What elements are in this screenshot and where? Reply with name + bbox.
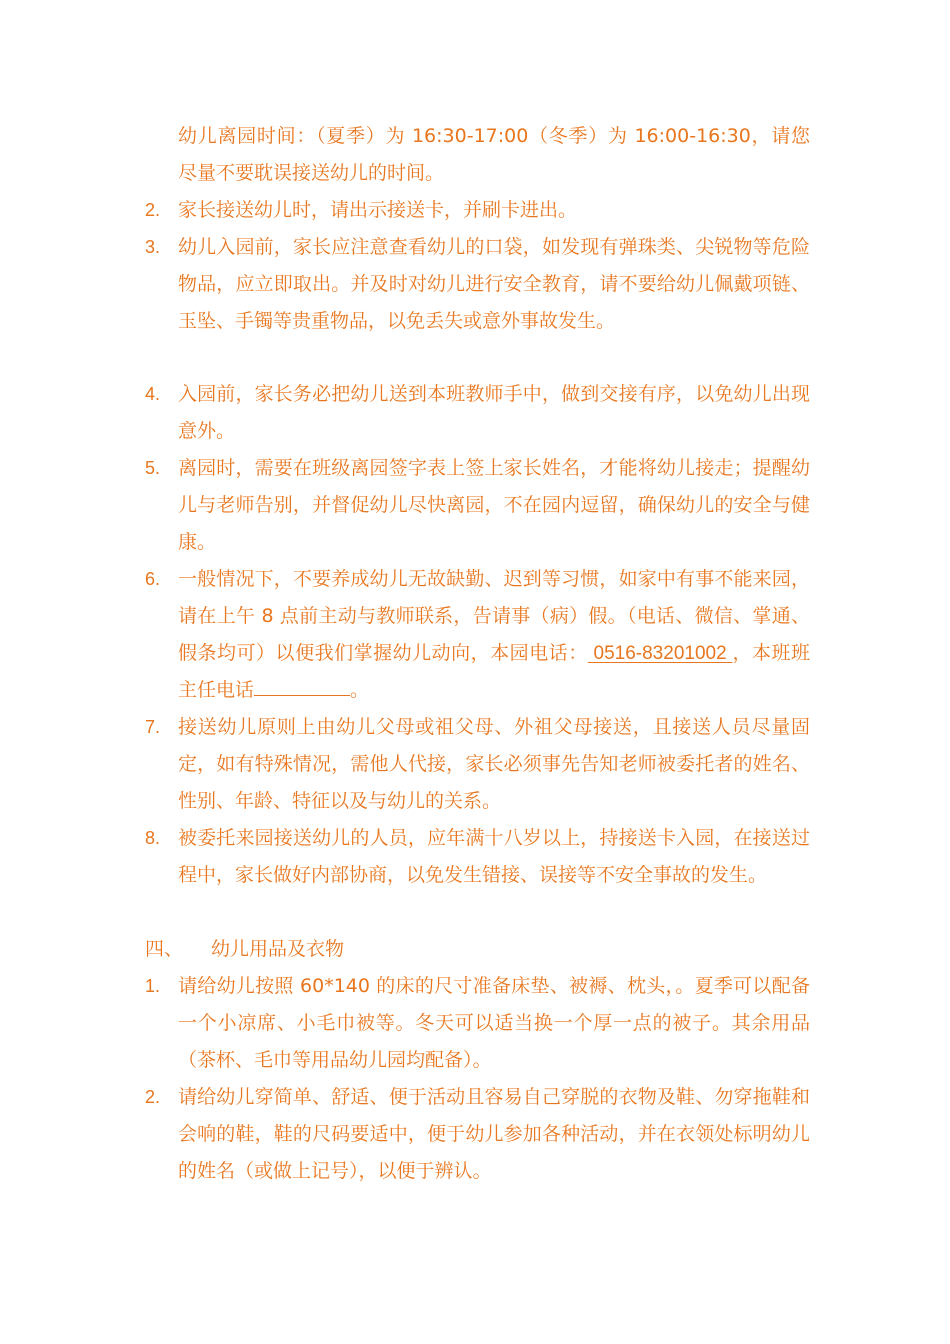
list-item-number: 1. xyxy=(145,976,161,996)
teacher-phone-blank xyxy=(254,673,350,696)
list-item-text xyxy=(178,561,810,709)
list-item-text: 家长接送幼儿时，请出示接送卡，并刷卡进出。 xyxy=(178,199,578,221)
list-item-number: 8. xyxy=(145,828,161,848)
list-item-number: 5. xyxy=(145,458,161,478)
list-item xyxy=(145,1079,810,1190)
list-item xyxy=(145,968,810,1079)
section-title: 幼儿用品及衣物 xyxy=(211,938,345,960)
section-number: 四、 xyxy=(145,938,184,960)
intro-paragraph xyxy=(145,118,810,192)
list-item-text: 请给幼儿穿简单、舒适、便于活动且容易自己穿脱的衣物及鞋、勿穿拖鞋和会响的鞋，鞋的尺码要适中，便于幼儿参加各种活动，并在衣领处标明幼儿的姓名（或做上记号），以便于辨认。 xyxy=(178,1086,810,1182)
list-item-contact xyxy=(145,561,810,709)
list-item-text: 请给幼儿按照 60*140 的床的尺寸准备床垫、被褥、枕头，。夏季可以配备一个小凉席、小毛巾被等。冬天可以适当换一个厚一点的被子。其余用品（茶杯、毛巾等用品幼儿园均配备）。 xyxy=(178,975,810,1071)
list-item xyxy=(145,450,810,561)
kindergarten-phone: 0516-83201002 xyxy=(587,643,733,664)
list-item-text: 入园前，家长务必把幼儿送到本班教师手中，做到交接有序，以免幼儿出现意外。 xyxy=(178,383,810,442)
list-item xyxy=(145,709,810,820)
list-item xyxy=(145,192,810,229)
list-item-text: 接送幼儿原则上由幼儿父母或祖父母、外祖父母接送，且接送人员尽量固定，如有特殊情况，需他人代接，家长必须事先告知老师被委托者的姓名、性别、年龄、特征以及与幼儿的关系。 xyxy=(178,716,810,812)
list-item-text: 离园时，需要在班级离园签字表上签上家长姓名，才能将幼儿接走；提醒幼儿与老师告别，并督促幼儿尽快离园，不在园内逗留，确保幼儿的安全与健康。 xyxy=(178,457,810,553)
contact-text-after: 。 xyxy=(350,679,370,701)
list-item-number: 3. xyxy=(145,237,161,257)
list-item-number: 4. xyxy=(145,384,161,404)
intro-text: 幼儿离园时间：（夏季）为 16:30-17:00（冬季）为 16:00-16:30，请您尽量不要耽误接送幼儿的时间。 xyxy=(178,125,810,184)
list-item xyxy=(145,820,810,894)
contact-text-middle: ，本班班主任电话 xyxy=(178,642,810,701)
list-item xyxy=(145,376,810,450)
list-item xyxy=(145,229,810,340)
contact-text-before: 一般情况下，不要养成幼儿无故缺勤、迟到等习惯，如家中有事不能来园，请在上午 8 点前主动与教师联系，告请事（病）假。（电话、微信、掌通、假条均可）以便我们掌握幼儿动向，本园电话： xyxy=(178,568,810,664)
list-item-text: 被委托来园接送幼儿的人员，应年满十八岁以上，持接送卡入园，在接送过程中，家长做好内部协商，以免发生错接、误接等不安全事故的发生。 xyxy=(178,827,810,886)
list-item-number: 6. xyxy=(145,569,161,589)
list-item-number: 2. xyxy=(145,200,161,220)
list-item-number: 2. xyxy=(145,1087,161,1107)
section-heading xyxy=(145,931,810,968)
list-item-text: 幼儿入园前，家长应注意查看幼儿的口袋，如发现有弹珠类、尖锐物等危险物品，应立即取出。并及时对幼儿进行安全教育，请不要给幼儿佩戴项链、玉坠、手镯等贵重物品，以免丢失或意外事故发生。 xyxy=(178,236,810,332)
list-item-number: 7. xyxy=(145,717,161,737)
